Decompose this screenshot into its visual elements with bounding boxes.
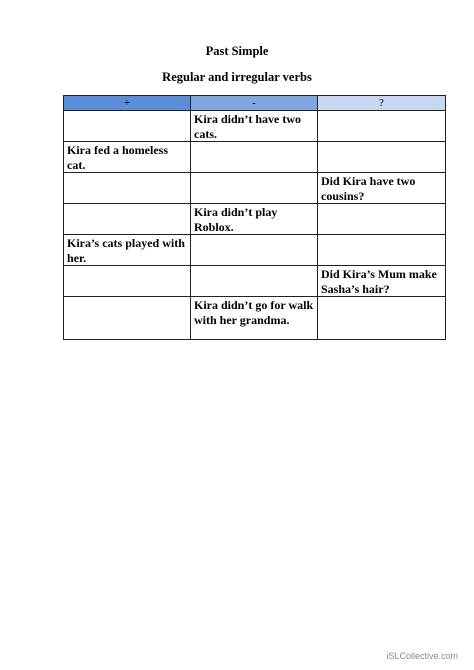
header-negative: -: [191, 96, 318, 111]
table-cell[interactable]: [64, 266, 191, 297]
table-row: [64, 204, 446, 235]
header-question: ?: [318, 96, 446, 111]
table-cell[interactable]: Kira didn’t play Roblox.: [191, 204, 318, 235]
table-row: [64, 111, 446, 142]
table-cell[interactable]: [191, 173, 318, 204]
table-cell[interactable]: [64, 173, 191, 204]
page-subtitle: Regular and irregular verbs: [162, 70, 312, 84]
table-row: [64, 297, 446, 340]
table-cell[interactable]: [191, 266, 318, 297]
table-cell[interactable]: Did Kira’s Mum make Sasha’s hair?: [318, 266, 446, 297]
table-cell[interactable]: [64, 111, 191, 142]
page-title: Past Simple: [205, 44, 269, 58]
table-row: [64, 235, 446, 266]
table-cell[interactable]: [191, 142, 318, 173]
table-cell[interactable]: [191, 235, 318, 266]
table-header-row: [64, 96, 446, 111]
table-cell[interactable]: [318, 142, 446, 173]
table-cell[interactable]: Did Kira have two cousins?: [318, 173, 446, 204]
table-cell[interactable]: Kira’s cats played with her.: [64, 235, 191, 266]
table-cell[interactable]: [318, 111, 446, 142]
header-affirmative: +: [64, 96, 191, 111]
table-cell[interactable]: [64, 204, 191, 235]
table-cell[interactable]: Kira fed a homeless cat.: [64, 142, 191, 173]
table-row: [64, 142, 446, 173]
table-cell[interactable]: [64, 297, 191, 340]
table-row: [64, 266, 446, 297]
watermark: iSLCollective.com: [386, 651, 458, 661]
table-cell[interactable]: Kira didn’t go for walk with her grandma.: [191, 297, 318, 340]
table-cell[interactable]: [318, 204, 446, 235]
table-row: [64, 173, 446, 204]
table-cell[interactable]: [318, 235, 446, 266]
table-cell[interactable]: Kira didn’t have two cats.: [191, 111, 318, 142]
table-cell[interactable]: [318, 297, 446, 340]
verbs-table: [63, 95, 446, 340]
